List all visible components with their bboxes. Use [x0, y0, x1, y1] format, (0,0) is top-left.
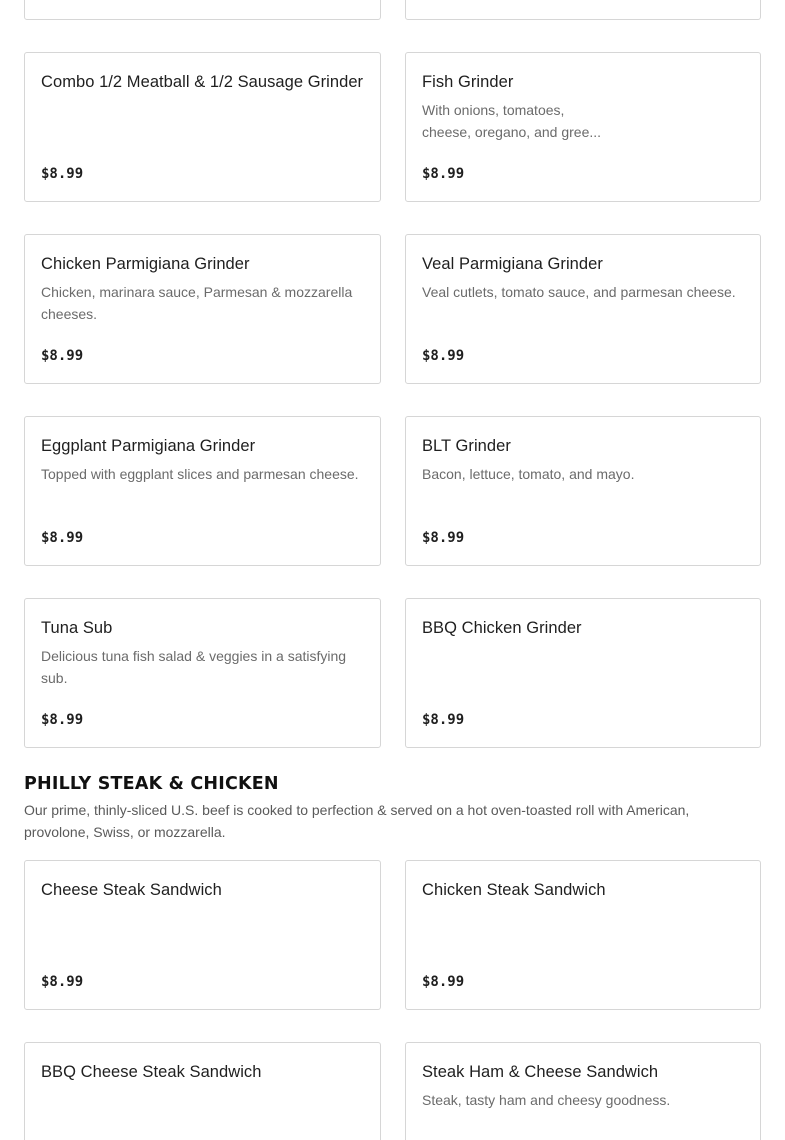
menu-item-card[interactable]	[24, 416, 381, 566]
menu-item-name: Tuna Sub	[41, 619, 113, 637]
menu-item-description: Delicious tuna fish salad & veggies in a satisfying sub.	[41, 648, 347, 686]
menu-item-card[interactable]	[405, 1042, 761, 1140]
menu-item-description: Veal cutlets, tomato sauce, and parmesan cheese.	[422, 284, 736, 300]
menu-item-price: $8.99	[41, 530, 84, 546]
menu-item-card[interactable]	[24, 598, 381, 748]
menu-item-card[interactable]	[24, 1042, 381, 1140]
menu-item-card[interactable]	[405, 598, 761, 748]
menu-item-price: $8.99	[41, 974, 84, 990]
menu-item-description: With onions, tomatoes, cheese, oregano, and gree...	[422, 102, 602, 140]
menu-item-price: $8.99	[422, 712, 465, 728]
menu-item-card[interactable]	[405, 52, 761, 202]
menu-item-card[interactable]	[405, 416, 761, 566]
menu-item-name: BBQ Cheese Steak Sandwich	[41, 1063, 262, 1081]
menu-item-name: BBQ Chicken Grinder	[422, 619, 582, 637]
menu-item-name: Chicken Steak Sandwich	[422, 881, 606, 899]
menu-item-name: Steak Ham & Cheese Sandwich	[422, 1063, 659, 1081]
menu-item-description: Topped with eggplant slices and parmesan cheese.	[41, 466, 359, 482]
menu-item-price: $8.99	[41, 166, 84, 182]
section-heading: PHILLY STEAK & CHICKEN	[24, 774, 279, 794]
menu-item-price: $8.99	[422, 166, 465, 182]
menu-item-card[interactable]	[405, 0, 761, 20]
menu-item-description: Steak, tasty ham and cheesy goodness.	[422, 1092, 671, 1108]
menu-item-name: BLT Grinder	[422, 437, 511, 455]
menu-item-name: Eggplant Parmigiana Grinder	[41, 437, 256, 455]
menu-item-price: $8.99	[422, 530, 465, 546]
menu-item-card[interactable]	[405, 234, 761, 384]
menu-item-price: $8.99	[422, 348, 465, 364]
menu-item-card[interactable]	[405, 860, 761, 1010]
menu-item-card[interactable]	[24, 234, 381, 384]
menu-item-card[interactable]	[24, 860, 381, 1010]
menu-item-price: $8.99	[41, 712, 84, 728]
menu-item-card[interactable]	[24, 0, 381, 20]
menu-item-name: Fish Grinder	[422, 73, 514, 91]
menu-item-card[interactable]	[24, 52, 381, 202]
menu-item-price: $8.99	[422, 974, 465, 990]
menu-item-price: $8.99	[41, 348, 84, 364]
menu-item-name: Cheese Steak Sandwich	[41, 881, 222, 899]
menu-item-description: Bacon, lettuce, tomato, and mayo.	[422, 466, 635, 482]
menu-item-name: Veal Parmigiana Grinder	[422, 255, 603, 273]
menu-item-description: Chicken, marinara sauce, Parmesan & mozzarella cheeses.	[41, 284, 353, 322]
menu-item-name: Combo 1/2 Meatball & 1/2 Sausage Grinder	[41, 73, 364, 91]
menu-item-name: Chicken Parmigiana Grinder	[41, 255, 250, 273]
section-description: Our prime, thinly-sliced U.S. beef is cooked to perfection & served on a hot oven-toasted roll with American, provolone, Swiss, or mozzarella.	[24, 802, 690, 840]
